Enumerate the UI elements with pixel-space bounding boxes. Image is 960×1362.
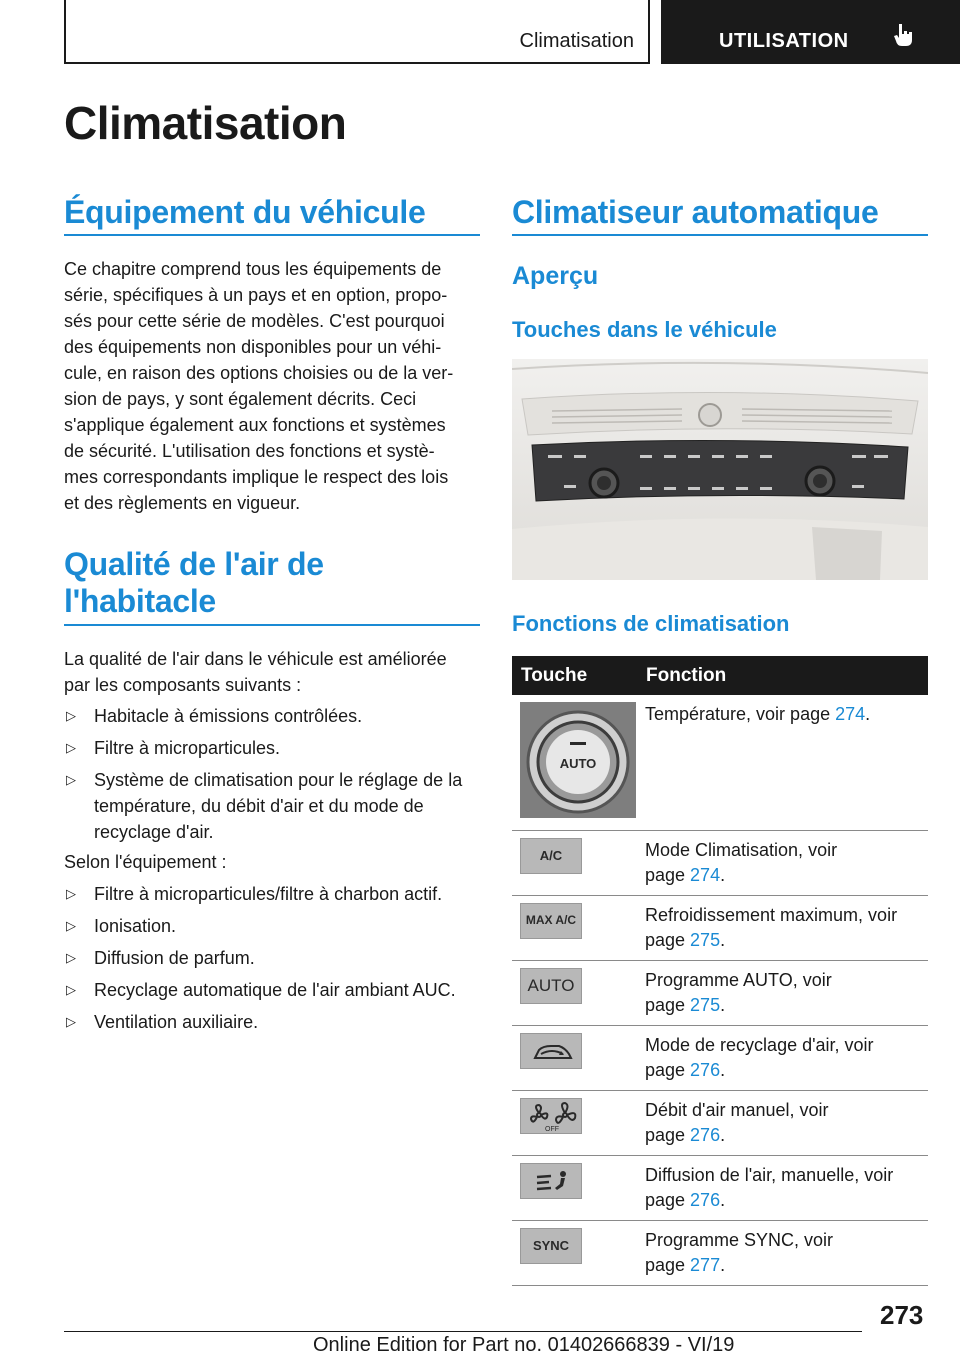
column-header-touche: Touche [512, 656, 636, 695]
triangle-bullet-icon: ▷ [66, 918, 76, 933]
list-item: ▷ Recyclage automatique de l'air ambiant AUC. [64, 977, 480, 1003]
recirculation-button-icon [520, 1033, 582, 1069]
temperature-knob-icon [520, 702, 636, 818]
page-reference-link[interactable]: 275 [690, 994, 721, 1015]
heading-touches: Touches dans le véhicule [512, 317, 777, 342]
table-header-row [512, 656, 928, 695]
triangle-bullet-icon: ▷ [66, 772, 76, 787]
table-row: A/C Mode Climatisation, voir page 274. [512, 830, 928, 895]
list-item: ▷ Filtre à microparticules. [64, 735, 480, 761]
option-label: Selon l'équipement : [64, 852, 227, 872]
page-reference-link[interactable]: 276 [690, 1059, 721, 1080]
page-reference-link[interactable]: 275 [690, 929, 721, 950]
triangle-bullet-icon: ▷ [66, 982, 76, 997]
svg-text:OFF: OFF [545, 1125, 559, 1133]
climate-functions-table [512, 656, 928, 1286]
heading-qualite-air: Qualité de l'air de l'habitacle [64, 546, 324, 619]
table-row: Diffusion de l'air, manuelle, voir page 276. [512, 1155, 928, 1220]
header-section-box [64, 0, 650, 64]
sync-button-icon: SYNC [520, 1228, 582, 1264]
page-reference-link[interactable]: 276 [690, 1189, 721, 1210]
list-item: ▷ Ionisation. [64, 913, 480, 939]
table-row: AUTO Programme AUTO, voir page 275. [512, 960, 928, 1025]
svg-text:AUTO: AUTO [559, 756, 597, 771]
table-row: AUTO Température, voir page 274. [512, 695, 928, 830]
footer-edition: Online Edition for Part no. 01402666839 - VI/19 [313, 1334, 735, 1356]
dashboard-controls-image [512, 359, 928, 580]
table-row: OFF Débit d'air manuel, voir page 276. [512, 1090, 928, 1155]
triangle-bullet-icon: ▷ [66, 1014, 76, 1029]
list-item: ▷ Diffusion de parfum. [64, 945, 480, 971]
triangle-bullet-icon: ▷ [66, 708, 76, 723]
heading-rule [512, 234, 928, 236]
page-title: Climatisation [64, 97, 347, 149]
page-number: 273 [880, 1300, 924, 1330]
air-components-list [64, 703, 480, 851]
list-item: ▷ Système de climatisation pour le réglage de la température, du débit d'air et du mode de recyclage d'air. [64, 767, 480, 845]
air-distribution-button-icon [520, 1163, 582, 1199]
header-section-title: Climatisation [519, 30, 634, 52]
table-row: MAX A/C Refroidissement maximum, voir page 275. [512, 895, 928, 960]
auto-button-icon: AUTO [520, 968, 582, 1004]
page-reference-link[interactable]: 274 [835, 704, 866, 724]
triangle-bullet-icon: ▷ [66, 886, 76, 901]
fan-button-icon [520, 1098, 582, 1134]
list-item: ▷ Habitacle à émissions contrôlées. [64, 703, 480, 729]
table-row: SYNC Programme SYNC, voir page 277. [512, 1220, 928, 1285]
heading-apercu: Aperçu [512, 262, 599, 290]
triangle-bullet-icon: ▷ [66, 950, 76, 965]
heading-rule [64, 234, 480, 236]
header-chapter-tab [661, 0, 960, 64]
max-ac-button-icon: MAX A/C [520, 903, 582, 939]
ac-button-icon: A/C [520, 838, 582, 874]
list-item: ▷ Filtre à microparticules/filtre à charbon actif. [64, 881, 480, 907]
page-reference-link[interactable]: 274 [690, 864, 721, 885]
heading-rule [64, 624, 480, 626]
optional-equipment-list [64, 881, 480, 1041]
heading-fonctions: Fonctions de climatisation [512, 611, 790, 636]
page-reference-link[interactable]: 277 [690, 1254, 721, 1275]
column-header-fonction: Fonction [636, 656, 928, 695]
triangle-bullet-icon: ▷ [66, 740, 76, 755]
footer-rule [64, 1331, 862, 1332]
air-intro-paragraph: La qualité de l'air dans le véhicule est améliorée par les composants suivants : [64, 649, 447, 695]
list-item: ▷ Ventilation auxiliaire. [64, 1009, 480, 1035]
heading-climatiseur-automatique: Climatiseur automatique [512, 194, 879, 230]
equipment-paragraph: Ce chapitre comprend tous les équipements de série, spécifiques à un pays et en option, propo- sés pour cette série de modèles. C'est pourquoi des équipements non disponibles pour un véhi- cule, en raison des options choisies ou de la ver- sion de pays, y sont également décrits. Ceci s'applique également aux fonctions et systèmes de sécurité. L'utilisation des fonctions et systè- mes correspondants implique le respect des lois et des règlements en vigueur. [64, 259, 454, 513]
table-row: Mode de recyclage d'air, voir page 276. [512, 1025, 928, 1090]
heading-equipement: Équipement du véhicule [64, 194, 426, 230]
page-reference-link[interactable]: 276 [690, 1124, 721, 1145]
pointing-hand-icon [893, 22, 915, 48]
header-chapter-title: UTILISATION [719, 30, 849, 52]
